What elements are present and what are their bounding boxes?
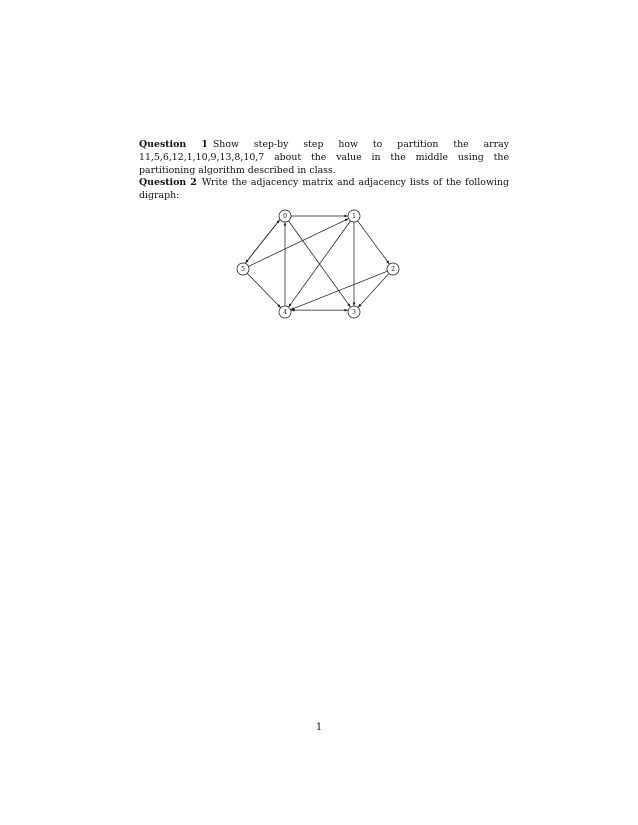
question-1 [139, 138, 509, 177]
edge-0-to-5 [246, 220, 280, 263]
digraph-svg [230, 203, 405, 327]
node-2 [387, 263, 399, 275]
node-label-1: 1 [352, 213, 356, 220]
node-label-3: 3 [352, 309, 356, 316]
node-3 [348, 306, 360, 318]
edge-2-to-4 [291, 271, 387, 309]
question-2-label: Question 2 [139, 177, 197, 189]
edge-1-to-2 [358, 221, 390, 264]
node-5 [237, 263, 249, 275]
node-label-5: 5 [241, 266, 245, 273]
edge-5-to-1 [248, 219, 348, 267]
edge-5-to-4 [247, 273, 280, 307]
question-2 [139, 176, 509, 202]
node-label-2: 2 [391, 266, 395, 273]
node-label-0: 0 [283, 213, 287, 220]
digraph-nodes [237, 210, 399, 318]
question-1-text: Show step-by step how to partition the array 11,5,6,12,1,10,9,13,8,10,7 about the value in the middle using the partitioning algorithm described in class. [139, 139, 510, 177]
question-1-label: Question 1 [139, 139, 208, 151]
page-number: 1 [315, 722, 323, 733]
node-label-4: 4 [283, 309, 287, 316]
edge-2-to-3 [358, 273, 389, 307]
node-4 [279, 306, 291, 318]
digraph-figure [230, 203, 405, 327]
node-1 [348, 210, 360, 222]
node-0 [279, 210, 291, 222]
question-2-text: Write the adjacency matrix and adjacency lists of the following digraph: [139, 177, 510, 202]
digraph-edges [245, 216, 389, 310]
